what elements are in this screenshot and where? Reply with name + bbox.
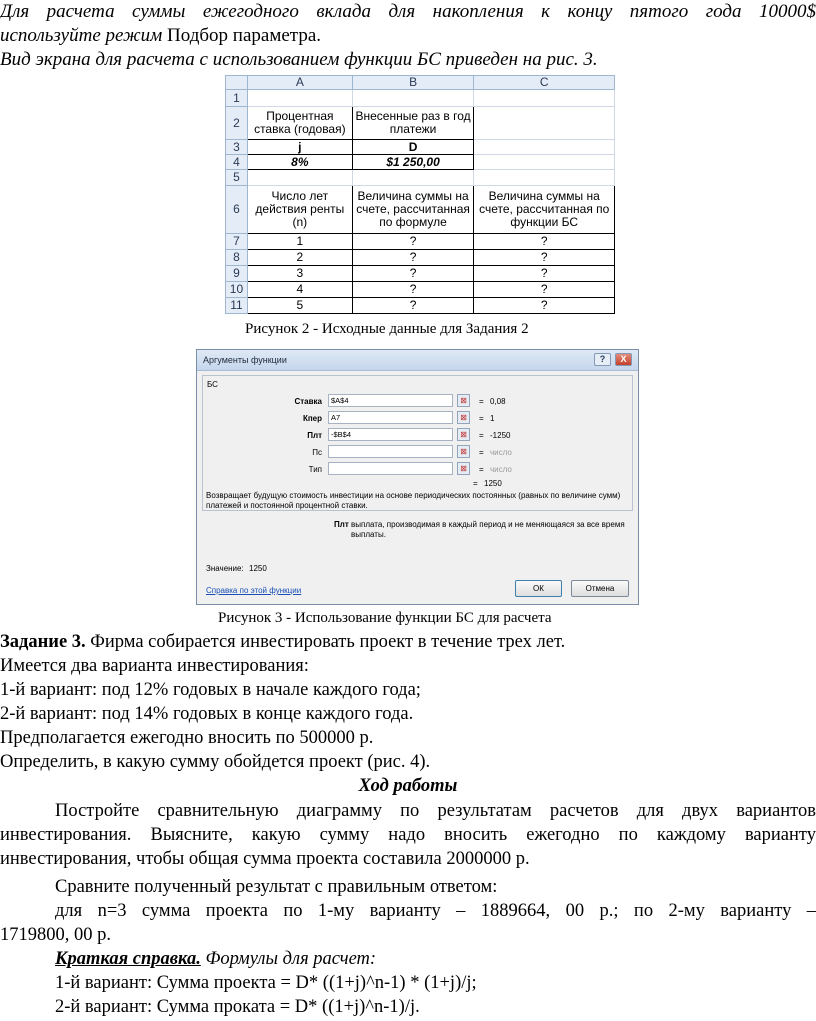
- ok-button[interactable]: ОК: [515, 580, 562, 597]
- function-name: БС: [207, 380, 218, 389]
- row-header-6[interactable]: 6: [226, 186, 248, 234]
- cell-b11[interactable]: ?: [352, 298, 474, 314]
- cell-a7[interactable]: 1: [247, 234, 352, 250]
- cell-c3[interactable]: [474, 140, 615, 155]
- spreadsheet-figure: [225, 75, 615, 318]
- row-header-11[interactable]: 11: [226, 298, 248, 314]
- row-header-8[interactable]: 8: [226, 250, 248, 266]
- arg-equals: =: [479, 414, 484, 423]
- arg-row-pmt: [203, 428, 634, 442]
- intro-line-2-italic: используйте режим: [0, 25, 163, 46]
- arg-row-rate: [203, 394, 634, 408]
- cell-b1[interactable]: [352, 90, 474, 107]
- function-description: Возвращает будущую стоимость инвестиции на основе периодических постоянных (равных по величине сумм) платежей и постоянной процентной ставки.: [206, 491, 621, 510]
- cell-a8[interactable]: 2: [247, 250, 352, 266]
- column-header-a[interactable]: A: [247, 76, 352, 90]
- collapse-dialog-icon[interactable]: ⊠: [457, 411, 470, 424]
- paragraph-1-line-2: инвестирования. Выясните, какую сумму надо вносить ежегодно по каждому варианту: [0, 825, 816, 845]
- task-3-line-2: Имеется два варианта инвестирования:: [0, 656, 309, 676]
- arg-row-nper: [203, 411, 634, 425]
- cell-a1[interactable]: [247, 90, 352, 107]
- help-icon[interactable]: ?: [594, 353, 611, 366]
- paragraph-1-line-1: Постройте сравнительную диаграмму по результатам расчетов для двух вариантов: [55, 801, 816, 821]
- cell-a11[interactable]: 5: [247, 298, 352, 314]
- arg-input-nper[interactable]: A7: [328, 411, 453, 424]
- intro-line-3: Вид экрана для расчета с использованием функции БС приведен на рис. 3.: [0, 49, 598, 70]
- intro-line-2: [0, 24, 321, 48]
- arg-result-nper: 1: [490, 414, 495, 423]
- cell-b2[interactable]: Внесенные раз в год платежи: [352, 107, 474, 140]
- corner-cell[interactable]: [226, 76, 248, 90]
- task-3-intro: [0, 630, 565, 654]
- cell-b6[interactable]: Величина суммы на счете, рассчитанная по формуле: [352, 186, 474, 234]
- cell-b8[interactable]: ?: [352, 250, 474, 266]
- intro-line-2-normal: Подбор параметра.: [167, 25, 321, 46]
- arg-label-pmt: Плт: [307, 431, 322, 440]
- cell-c10[interactable]: ?: [474, 282, 615, 298]
- arg-result-pmt: -1250: [490, 431, 511, 440]
- cell-a10[interactable]: 4: [247, 282, 352, 298]
- formula-2: 2-й вариант: Сумма проката = D* ((1+j)^n-1)/j.: [55, 997, 420, 1017]
- cell-a9[interactable]: 3: [247, 266, 352, 282]
- cell-c7[interactable]: ?: [474, 234, 615, 250]
- task-3-line-5: Предполагается ежегодно вносить по 500000 р.: [0, 728, 374, 748]
- row-header-7[interactable]: 7: [226, 234, 248, 250]
- arg-equals: =: [479, 431, 484, 440]
- arg-label-rate: Ставка: [294, 397, 322, 406]
- task-3-line-6: Определить, в какую сумму обойдется проект (рис. 4).: [0, 752, 431, 772]
- reference-label: Краткая справка.: [55, 949, 201, 969]
- cell-b9[interactable]: ?: [352, 266, 474, 282]
- cell-c4[interactable]: [474, 155, 615, 170]
- arg-label-pv: Пс: [312, 448, 322, 457]
- arg-input-pv[interactable]: [328, 445, 453, 458]
- row-header-4[interactable]: 4: [226, 155, 248, 170]
- arg-label-type: Тип: [308, 465, 322, 474]
- row-header-3[interactable]: 3: [226, 140, 248, 155]
- cell-b5[interactable]: [352, 170, 474, 186]
- row-header-9[interactable]: 9: [226, 266, 248, 282]
- arg-input-pmt[interactable]: -$B$4: [328, 428, 453, 441]
- column-header-c[interactable]: C: [474, 76, 615, 90]
- result-equals: =: [473, 479, 478, 488]
- cell-c2[interactable]: [474, 107, 615, 140]
- cell-c5[interactable]: [474, 170, 615, 186]
- row-header-1[interactable]: 1: [226, 90, 248, 107]
- cell-b3[interactable]: D: [352, 140, 474, 155]
- arg-equals: =: [479, 448, 484, 457]
- figure-2-caption: Рисунок 2 - Исходные данные для Задания 2: [245, 321, 529, 337]
- dialog-titlebar[interactable]: [197, 350, 638, 371]
- arg-input-type[interactable]: [328, 462, 453, 475]
- row-header-5[interactable]: 5: [226, 170, 248, 186]
- value-label: Значение:: [206, 564, 244, 573]
- arg-result-rate: 0,08: [490, 397, 506, 406]
- formula-result: 1250: [484, 479, 502, 488]
- cell-c11[interactable]: ?: [474, 298, 615, 314]
- argument-description-name: Плт: [334, 520, 349, 529]
- collapse-dialog-icon[interactable]: ⊠: [457, 462, 470, 475]
- formula-1: 1-й вариант: Сумма проекта = D* ((1+j)^n-1) * (1+j)/j;: [55, 973, 477, 993]
- function-arguments-dialog: [196, 349, 639, 605]
- value-number: 1250: [249, 564, 267, 573]
- help-link[interactable]: Справка по этой функции: [206, 586, 302, 595]
- reference-line: [0, 947, 376, 971]
- paragraph-3-line-1: для n=3 сумма проекта по 1-му варианту – 1889664, 00 р.; по 2-му варианту –: [55, 901, 816, 921]
- column-header-b[interactable]: B: [352, 76, 474, 90]
- arg-equals: =: [479, 397, 484, 406]
- figure-3-caption: Рисунок 3 - Использование функции БС для расчета: [218, 610, 552, 626]
- cell-a5[interactable]: [247, 170, 352, 186]
- cell-c1[interactable]: [474, 90, 615, 107]
- paragraph-3-line-2: 1719800, 00 р.: [0, 925, 111, 945]
- paragraph-2: Сравните полученный результат с правильным ответом:: [55, 877, 498, 897]
- arg-result-type: число: [490, 465, 512, 474]
- collapse-dialog-icon[interactable]: ⊠: [457, 445, 470, 458]
- intro-line-1: Для расчета суммы ежегодного вклада для накопления к концу пятого года 10000$: [0, 1, 816, 22]
- task-3-line-3: 1-й вариант: под 12% годовых в начале каждого года;: [0, 680, 421, 700]
- cell-a6[interactable]: Число лет действия ренты (n): [247, 186, 352, 234]
- cell-b4[interactable]: $1 250,00: [352, 155, 474, 170]
- arg-label-nper: Кпер: [302, 414, 322, 423]
- arg-row-type: [203, 462, 634, 476]
- cell-c9[interactable]: ?: [474, 266, 615, 282]
- reference-text: Формулы для расчет:: [205, 949, 377, 969]
- arg-equals: =: [479, 465, 484, 474]
- collapse-dialog-icon[interactable]: ⊠: [457, 394, 470, 407]
- arg-row-pv: [203, 445, 634, 459]
- cell-a4[interactable]: 8%: [247, 155, 352, 170]
- cell-b7[interactable]: ?: [352, 234, 474, 250]
- arg-input-rate[interactable]: $A$4: [328, 394, 453, 407]
- task-3-line-1: Фирма собирается инвестировать проект в течение трех лет.: [90, 632, 566, 652]
- cancel-button[interactable]: Отмена: [571, 580, 629, 597]
- spreadsheet-table: [225, 75, 615, 314]
- arg-result-pv: число: [490, 448, 512, 457]
- close-icon[interactable]: X: [615, 353, 632, 366]
- task-3-label: Задание 3.: [0, 632, 86, 652]
- paragraph-1-line-3: инвестирования, чтобы общая сумма проекта составила 2000000 р.: [0, 849, 530, 869]
- cell-a3[interactable]: j: [247, 140, 352, 155]
- row-header-10[interactable]: 10: [226, 282, 248, 298]
- work-heading: Ход работы: [358, 776, 458, 796]
- cell-c6[interactable]: Величина суммы на счете, рассчитанная по функции БС: [474, 186, 615, 234]
- collapse-dialog-icon[interactable]: ⊠: [457, 428, 470, 441]
- row-header-2[interactable]: 2: [226, 107, 248, 140]
- dialog-title: Аргументы функции: [203, 355, 287, 365]
- cell-b10[interactable]: ?: [352, 282, 474, 298]
- cell-c8[interactable]: ?: [474, 250, 615, 266]
- task-3-line-4: 2-й вариант: под 14% годовых в конце каждого года.: [0, 704, 414, 724]
- cell-a2[interactable]: Процентная ставка (годовая): [247, 107, 352, 140]
- argument-description-text: выплата, производимая в каждый период и не меняющаяся за все время выплаты.: [351, 520, 625, 539]
